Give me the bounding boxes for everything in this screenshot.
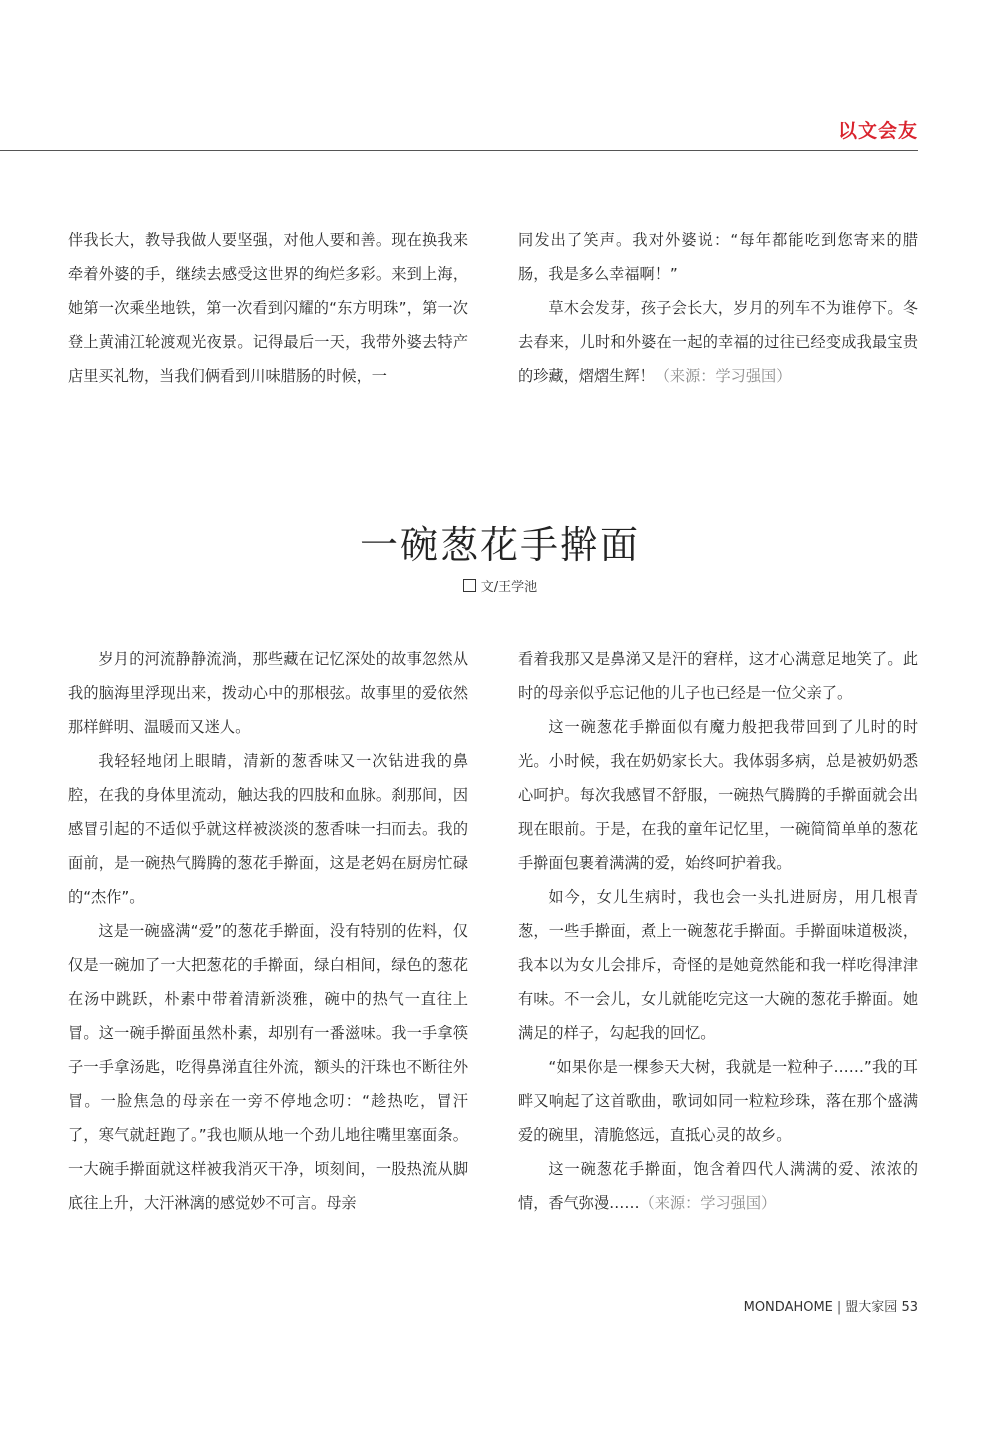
source-credit: （来源：学习强国） — [639, 1194, 777, 1212]
article-paragraph: 如今，女儿生病时，我也会一头扎进厨房，用几根青葱，一些手擀面，煮上一碗葱花手擀面。手擀面味道极淡，我本以为女儿会排斥，奇怪的是她竟然能和我一样吃得津津有味。不一会儿，女儿就能吃完这一大碗的葱花手擀面。她满足的样子，勾起我的回忆。 — [518, 888, 918, 1042]
article-right-column — [518, 642, 918, 1220]
section-tag: 以文会友 — [837, 120, 918, 142]
prev-article-paragraph: 伴我长大，教导我做人要坚强，对他人要和善。现在换我来牵着外婆的手，继续去感受这世界的绚烂多彩。来到上海，她第一次乘坐地铁，第一次看到闪耀的“东方明珠”，第一次登上黄浦江轮渡观光夜景。记得最后一天，我带外婆去特产店里买礼物，当我们俩看到川味腊肠的时候，一 — [68, 231, 468, 385]
article-paragraph: 我轻轻地闭上眼睛，清新的葱香味又一次钻进我的鼻腔，在我的身体里流动，触达我的四肢和血脉。刹那间，因感冒引起的不适似乎就这样被淡淡的葱香味一扫而去。我的面前，是一碗热气腾腾的葱花手擀面，这是老妈在厨房忙碌的“杰作”。 — [68, 752, 468, 906]
prev-article-right-column — [518, 223, 918, 393]
prev-article-paragraph: 同发出了笑声。我对外婆说：“每年都能吃到您寄来的腊肠，我是多么幸福啊！” — [518, 231, 918, 283]
footer-magazine: 盟大家园 — [845, 1300, 898, 1315]
prev-article-paragraph — [518, 291, 918, 393]
article-paragraph: 这一碗葱花手擀面似有魔力般把我带回到了儿时的时光。小时候，我在奶奶家长大。我体弱多病，总是被奶奶悉心呵护。每次我感冒不舒服，一碗热气腾腾的手擀面就会出现在眼前。于是，在我的童年记忆里，一碗简简单单的葱花手擀面包裹着满满的爱，始终呵护着我。 — [518, 718, 918, 872]
article-closing-text: 这一碗葱花手擀面，饱含着四代人满满的爱、浓浓的情，香气弥漫…… — [518, 1160, 918, 1212]
article-paragraph: “如果你是一棵参天大树，我就是一粒种子……”我的耳畔又响起了这首歌曲，歌词如同一粒粒珍珠，落在那个盛满爱的碗里，清脆悠远，直抵心灵的故乡。 — [518, 1058, 918, 1144]
square-icon — [463, 579, 476, 592]
page-number: 53 — [901, 1300, 918, 1315]
article-paragraph: 这是一碗盛满“爱”的葱花手擀面，没有特别的佐料，仅仅是一碗加了一大把葱花的手擀面，绿白相间，绿色的葱花在汤中跳跃，朴素中带着清新淡雅，碗中的热气一直往上冒。这一碗手擀面虽然朴素，却别有一番滋味。我一手拿筷子一手拿汤匙，吃得鼻涕直往外流，额头的汗珠也不断往外冒。一脸焦急的母亲在一旁不停地念叨：“趁热吃，冒汗了，寒气就赶跑了。”我也顺从地一个劲儿地往嘴里塞面条。一大碗手擀面就这样被我消灭干净，顷刻间，一股热流从脚底往上升，大汗淋漓的感觉妙不可言。母亲 — [68, 922, 468, 1212]
article-left-column — [68, 642, 468, 1220]
article-paragraph: 看着我那又是鼻涕又是汗的窘样，这才心满意足地笑了。此时的母亲似乎忘记他的儿子也已经是一位父亲了。 — [518, 650, 918, 702]
footer-brand: MONDAHOME — [743, 1300, 833, 1315]
header-rule — [0, 150, 918, 151]
source-credit: （来源：学习强国） — [654, 367, 792, 385]
prev-article-closing-text: 草木会发芽，孩子会长大，岁月的列车不为谁停下。冬去春来，儿时和外婆在一起的幸福的过往已经变成我最宝贵的珍藏，熠熠生辉！ — [518, 299, 918, 385]
prev-article-left-column — [68, 223, 468, 393]
footer-separator: | — [836, 1300, 842, 1315]
article-title: 一碗葱花手擀面 — [359, 523, 640, 567]
page-footer — [744, 1296, 918, 1315]
author-text: 文/王学池 — [480, 580, 538, 595]
article-byline — [0, 576, 1000, 595]
article-paragraph — [518, 1152, 918, 1220]
article-paragraph: 岁月的河流静静流淌，那些藏在记忆深处的故事忽然从我的脑海里浮现出来，拨动心中的那根弦。故事里的爱依然那样鲜明、温暖而又迷人。 — [68, 650, 468, 736]
